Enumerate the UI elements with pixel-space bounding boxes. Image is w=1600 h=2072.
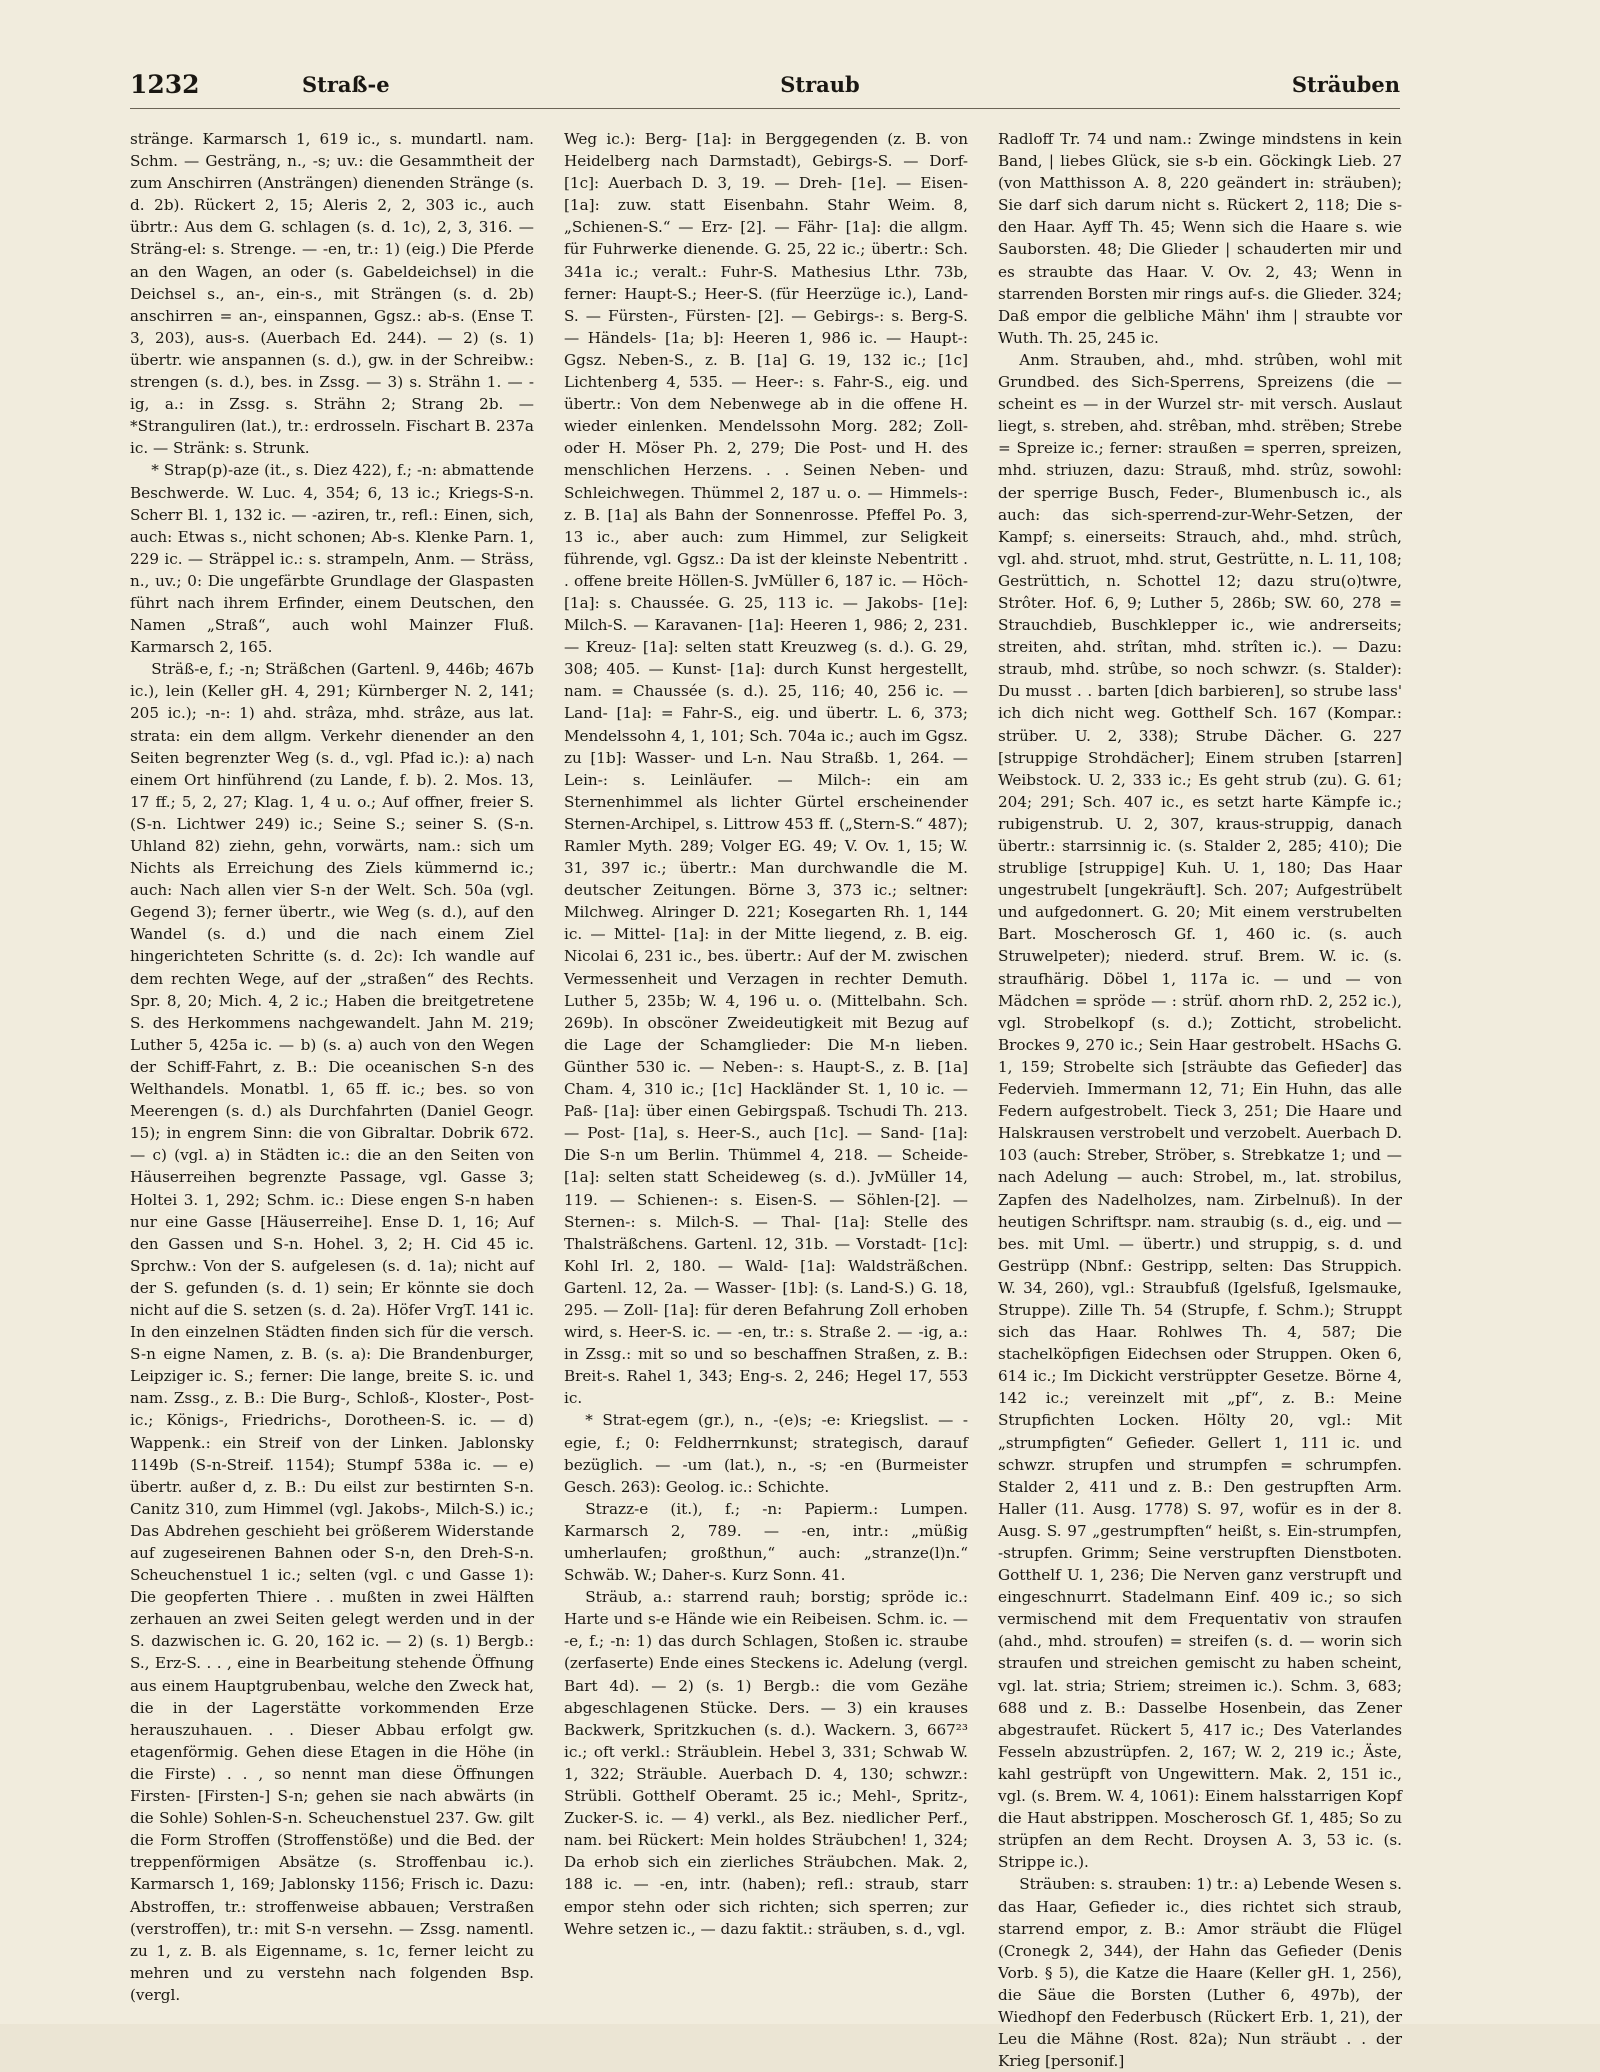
entry-paragraph: * Strat-egem (gr.), n., -(e)s; -e: Kriegslist. — -egie, f.; 0: Feldherrnkunst; strategisch, darauf bezüglich. — -um (lat.), n., -s; -en (Burmeister Gesch. 263): Geolog. ic.: Schichte. <box>564 1411 968 1496</box>
running-head <box>130 70 1400 106</box>
entry-paragraph: Sträub, a.: starrend rauh; borstig; spröde ic.: Harte und s-e Hände wie ein Reibeisen. Schm. ic. — -e, f.; -n: 1) das durch Schlagen, Stoßen ic. straube (zerfaserte) Ende eines Steckens ic. Adelung (vergl. Bart 4d). — 2) (s. 1) Bergb.: die vom Gezähe abgeschlagenen Stücke. Ders. — 3) ein krauses Backwerk, Spritzkuchen (s. d.). Wackern. 3, 667²³ ic.; oft verkl.: Sträublein. Hebel 3, 331; Schwab W. 1, 322; Sträuble. Auerbach D. 4, 130; schwzr.: Strübli. Gotthelf Oberamt. 25 ic.; Mehl-, Spritz-, Zucker-S. ic. — 4) verkl., als Bez. niedlicher Perf., nam. bei Rückert: Mein holdes Sträubchen! 1, 324; Da erhob sich ein zierliches Sträubchen. Mak. 2, 188 ic. — -en, intr. (haben); refl.: straub, starr empor stehn oder sich richten; sich sperren; zur Wehre setzen ic., — dazu faktit.: sträuben, s. d., vgl. <box>564 1588 968 1938</box>
entry-paragraph: Strazz-e (it.), f.; -n: Papierm.: Lumpen. Karmarsch 2, 789. — -en, intr.: „müßig umherlaufen; großthun,“ auch: „stranze(l)n.“ Schwäb. W.; Daher-s. Kurz Sonn. 41. <box>564 1499 968 1585</box>
catchword-center: Straub <box>780 72 860 97</box>
entry-paragraph: Sträuben: s. strauben: 1) tr.: a) Lebende Wesen s. das Haar, Gefieder ic., dies richtet sich straub, starrend empor, z. B.: Amor sträubt die Flügel (Cronegk 2, 344), der Hahn das Gefieder (Denis Vorb. § 5), die Katze die Haare (Keller gH. 1, 256), die Säue die Borsten (Luther 6, 497b), der Wiedhopf den Federbusch (Rückert Erb. 1, 21), der Leu die Mähne (Rost. 82a); Nun sträubt . . der Krieg [personif.] <box>998 1875 1402 2071</box>
entry-paragraph: * Strap(p)-aze (it., s. Diez 422), f.; -n: abmattende Beschwerde. W. Luc. 4, 354; 6, 13 ic.; Kriegs-S-n. Scherr Bl. 1, 132 ic. — -aziren, tr., refl.: Einen, sich, auch: Etwas s., nicht schonen; Ab-s. Klenke Parn. 1, 229 ic. — Sträppel ic.: s. strampeln, Anm. — Sträss, n., uv.; 0: Die ungefärbte Grundlage der Glaspasten führt nach ihrem Erfinder, einem Deutschen, den Namen „Straß“, auch wohl Mainzer Fluß. Karmarsch 2, 165. <box>130 461 534 657</box>
column-middle <box>564 128 968 1978</box>
text-columns <box>130 128 1402 2071</box>
paragraph: stränge. Karmarsch 1, 619 ic., s. mundartl. nam. Schm. — Gesträng, n., -s; uv.: die Gesammtheit der zum Anschirren (Ansträngen) dienenden Stränge (s. d. 2b). Rückert 2, 15; Aleris 2, 2, 303 ic., auch übrtr.: Aus dem G. schlagen (s. d. 1c), 2, 3, 316. — Sträng-el: s. Strenge. — -en, tr.: 1) (eig.) Die Pferde an den Wagen, an oder (s. Gabeldeichsel) in die Deichsel s., an-, ein-s., mit Strängen (s. d. 2b) anschirren = an-, einspannen, Ggsz.: ab-s. (Ense T. 3, 203), aus-s. (Auerbach Ed. 244). — 2) (s. 1) übertr. wie anspannen (s. d.), gw. in der Schreibw.: strengen (s. d.), bes. in Zssg. — 3) s. Strähn 1. — -ig, a.: in Zssg. s. Strähn 2; Strang 2b. — *Stranguliren (lat.), tr.: erdrosseln. Fischart B. 237a ic. — Stränk: s. Strunk. <box>130 130 534 458</box>
column-left <box>130 128 534 2004</box>
entry-paragraph: Sträß-e, f.; -n; Sträßchen (Gartenl. 9, 446b; 467b ic.), lein (Keller gH. 4, 291; Kürnberger N. 2, 141; 205 ic.); -n-: 1) ahd. strâza, mhd. strâze, aus lat. strata: ein dem allgm. Verkehr dienender an den Seiten begrenzter Weg (s. d., vgl. Pfad ic.): a) nach einem Ort hinführend (zu Lande, f. b). 2. Mos. 13, 17 ff.; 5, 2, 27; Klag. 1, 4 u. o.; Auf offner, freier S. (S-n. Lichtwer 249) ic.; Seine S.; seiner S. (S-n. Uhland 82) ziehn, gehn, vorwärts, nam.: sich um Nichts als Erreichung des Ziels kümmernd ic.; auch: Nach allen vier S-n der Welt. Sch. 50a (vgl. Gegend 3); ferner übertr., wie Weg (s. d.), auf den Wandel (s. d.) und die nach einem Ziel hingerichteten Schritte (s. d. 2c): Ich wandle auf dem rechten Wege, auf der „straßen“ des Rechts. Spr. 8, 20; Mich. 4, 2 ic.; Haben die breitgetretene S. des Herkommens nachgewandelt. Jahn M. 219; Luther 5, 425a ic. — b) (s. a) auch von den Wegen der Schiff-Fahrt, z. B.: Die oceanischen S-n des Welthandels. Monatbl. 1, 65 ff. ic.; bes. so von Meerengen (s. d.) als Durchfahrten (Daniel Geogr. 15); in engrem Sinn: die von Gibraltar. Dobrik 672. — c) (vgl. a) in Städten ic.: die an den Seiten von Häuserreihen begrenzte Passage, vgl. Gasse 3; Holtei 3. 1, 292; Schm. ic.: Diese engen S-n haben nur eine Gasse [Häuserreihe]. Ense D. 1, 16; Auf den Gassen und S-n. Hohel. 3, 2; H. Cid 45 ic. Sprchw.: Von der S. aufgelesen (s. d. 1a); nicht auf der S. gefunden (s. d. 1) sein; Er könnte sie doch nicht auf die S. setzen (s. d. 2a). Höfer VrgT. 141 ic. In den einzelnen Städten finden sich für die versch. S-n eigne Namen, z. B. (s. a): Die Brandenburger, Leipziger ic. S.; ferner: Die lange, breite S. ic. und nam. Zssg., z. B.: Die Burg-, Schloß-, Kloster-, Post- ic.; Königs-, Friedrichs-, Dorotheen-S. ic. — d) Wappenk.: ein Streif von der Linken. Jablonsky 1149b (S-n-Streif. 1154); Stumpf 538a ic. — e) übertr. außer d, z. B.: Du eilst zur bestirnten S-n. Canitz 310, zum Himmel (vgl. Jakobs-, Milch-S.) ic.; Das Abdrehen geschieht bei größerem Widerstande auf zugeseirenen Bahnen oder S-n, den Dreh-S-n. Scheuchenstuel 1 ic.; selten (vgl. c und Gasse 1): Die geopferten Thiere . . mußten in zwei Hälften zerhauen an zwei Seiten gelegt werden und in der S. dazwischen ic. G. 20, 162 ic. — 2) (s. 1) Bergb.: S., Erz-S. . . , eine in Bearbeitung stehende Öffnung aus einem Hauptgrubenbau, welche den Zweck hat, die in der Lagerstätte vorkommenden Erze herauszuhauen. . . Dieser Abbau erfolgt gw. etagenförmig. Gehen diese Etagen in die Höhe (in die Firste) . . , so nennt man diese Öffnungen Firsten- [Firsten-] S-n; gehen sie nach abwärts (in die Sohle) Sohlen-S-n. Scheuchenstuel 237. Gw. gilt die Form Stroffen (Stroffenstöße) und die Bed. der treppenförmigen Absätze (s. Stroffenbau ic.). Karmarsch 1, 169; Jablonsky 1156; Frisch ic. Dazu: Abstroffen, tr.: stroffenweise abbauen; Verstraßen (verstroffen), tr.: mit S-n versehn. — Zssg. namentl. zu 1, z. B. als Eigenname, s. 1c, ferner leicht zu mehren und zu verstehn nach folgenden Bsp. (vergl. <box>130 660 534 2004</box>
paragraph: Weg ic.): Berg- [1a]: in Berggegenden (z. B. von Heidelberg nach Darmstadt), Gebirgs-S. — Dorf- [1c]: Auerbach D. 3, 19. — Dreh- [1e]. — Eisen- [1a]: zuw. statt Eisenbahn. Stahr Weim. 8, „Schienen-S.“ — Erz- [2]. — Fähr- [1a]: die allgm. für Fuhrwerke dienende. G. 25, 22 ic.; übertr.: Sch. 341a ic.; veralt.: Fuhr-S. Mathesius Lthr. 73b, ferner: Haupt-S.; Heer-S. (für Heerzüge ic.), Land-S. — Fürsten-, Fürsten- [2]. — Gebirgs-: s. Berg-S. — Händels- [1a; b]: Heeren 1, 986 ic. — Haupt-: Ggsz. Neben-S., z. B. [1a] G. 19, 132 ic.; [1c] Lichtenberg 4, 535. — Heer-: s. Fahr-S., eig. und übertr.: Von dem Nebenwege ab in die offene H. wieder einlenken. Mendelssohn Morg. 282; Zoll- oder H. Möser Ph. 2, 279; Die Post- und H. des menschlichen Herzens. . . Seinen Neben- und Schleichwegen. Thümmel 2, 187 u. o. — Himmels-: z. B. [1a] als Bahn der Sonnenrosse. Pfeffel Po. 3, 13 ic., aber auch: zum Himmel, zur Seligkeit führende, vgl. Ggsz.: Da ist der kleinste Nebentritt . . offene breite Höllen-S. JvMüller 6, 187 ic. — Höch- [1a]: s. Chaussée. G. 25, 113 ic. — Jakobs- [1e]: Milch-S. — Karavanen- [1a]: Heeren 1, 986; 2, 231. — Kreuz- [1a]: selten statt Kreuzweg (s. d.). G. 29, 308; 405. — Kunst- [1a]: durch Kunst hergestellt, nam. = Chaussée (s. d.). 25, 116; 40, 256 ic. — Land- [1a]: = Fahr-S., eig. und übertr. L. 6, 373; Mendelssohn 4, 1, 101; Sch. 704a ic.; auch im Ggsz. zu [1b]: Wasser- und L-n. Nau Straßb. 1, 264. — Lein-: s. Leinläufer. — Milch-: ein am Sternenhimmel als lichter Gürtel erscheinender Sternen-Archipel, s. Littrow 453 ff. („Stern-S.“ 487); Ramler Myth. 289; Volger EG. 49; V. Ov. 1, 15; W. 31, 397 ic.; übertr.: Man durchwandle die M. deutscher Zeitungen. Börne 3, 373 ic.; seltner: Milchweg. Alringer D. 221; Kosegarten Rh. 1, 144 ic. — Mittel- [1a]: in der Mitte liegend, z. B. eig. Nicolai 6, 231 ic., bes. übertr.: Auf der M. zwischen Vermessenheit und Verzagen in rechter Demuth. Luther 5, 235b; W. 4, 196 u. o. (Mittelbahn. Sch. 269b). In obscöner Zweideutigkeit mit Bezug auf die Lage der Schamglieder: Die M-n lieben. Günther 530 ic. — Neben-: s. Haupt-S., z. B. [1a] Cham. 4, 310 ic.; [1c] Hackländer St. 1, 10 ic. — Paß- [1a]: über einen Gebirgspaß. Tschudi Th. 213. — Post- [1a], s. Heer-S., auch [1c]. — Sand- [1a]: Die S-n um Berlin. Thümmel 4, 218. — Scheide- [1a]: selten statt Scheideweg (s. d.). JvMüller 14, 119. — Schienen-: s. Eisen-S. — Söhlen-[2]. — Sternen-: s. Milch-S. — Thal- [1a]: Stelle des Thalsträßchens. Gartenl. 12, 31b. — Vorstadt- [1c]: Kohl Irl. 2, 180. — Wald- [1a]: Waldsträßchen. Gartenl. 12, 2a. — Wasser- [1b]: (s. Land-S.) G. 18, 295. — Zoll- [1a]: für deren Befahrung Zoll erhoben wird, s. Heer-S. ic. — -en, tr.: s. Straße 2. — -ig, a.: in Zssg.: mit so und so beschaffnen Straßen, z. B.: Breit-s. Rahel 1, 343; Eng-s. 2, 246; Hegel 17, 553 ic. <box>564 130 968 1408</box>
column-right <box>998 128 1402 2071</box>
entry-paragraph: Anm. Strauben, ahd., mhd. strûben, wohl mit Grundbed. des Sich-Sperrens, Spreizens (die — scheint es — in der Wurzel str- mit versch. Auslaut liegt, s. streben, ahd. strêban, mhd. strëben; Strebe = Spreize ic.; ferner: straußen = sperren, spreizen, mhd. striuzen, dazu: Strauß, mhd. strûz, sowohl: der sperrige Busch, Feder-, Blumenbusch ic., als auch: das sich-sperrend-zur-Wehr-Setzen, der Kampf; s. einerseits: Strauch, ahd., mhd. strûch, vgl. ahd. struot, mhd. strut, Gestrütte, n. L. 11, 108; Gestrüttich, n. Schottel 12; dazu stru(o)twre, Strôter. Hof. 6, 9; Luther 5, 286b; SW. 60, 278 = Strauchdieb, Buschklepper ic., wie andrerseits; streiten, ahd. strîtan, mhd. strîten ic.). — Dazu: straub, mhd. strûbe, so noch schwzr. (s. Stalder): Du musst . . barten [dich barbieren], so strube lass' ich dich nicht weg. Gotthelf Sch. 167 (Kompar.: strüber. U. 2, 338); Strube Dächer. G. 227 [struppige Strohdächer]; Einem struben [starren] Weibstock. U. 2, 333 ic.; Es geht strub (zu). G. 61; 204; 291; Sch. 407 ic., es setzt harte Kämpfe ic.; rubigenstrub. U. 2, 307, kraus-struppig, danach übertr.: starrsinnig ic. (s. Stalder 2, 285; 410); Die strublige [struppige] Kuh. U. 1, 180; Das Haar ungestrubelt [ungekräuft]. Sch. 207; Aufgestrübelt und aufgedonnert. G. 20; Mit einem verstrubelten Bart. Moscherosch Gf. 1, 460 ic. (s. auch Struwelpeter); niederd. struf. Brem. W. ic. (s. straufhärig. Döbel 1, 117a ic. — und — von Mädchen = spröde — : strüf. ɑhorn rhD. 2, 252 ic.), vgl. Strobelkopf (s. d.); Zotticht, strobelicht. Brockes 9, 270 ic.; Sein Haar gestrobelt. HSachs G. 1, 159; Strobelte sich [sträubte das Gefieder] das Federvieh. Immermann 12, 71; Ein Huhn, das alle Federn aufgestrobelt. Tieck 3, 251; Die Haare und Halskrausen verstrobelt und verzobelt. Auerbach D. 103 (auch: Streber, Ströber, s. Strebkatze 1; und — nach Adelung — auch: Strobel, m., lat. strobilus, Zapfen des Nadelholzes, nam. Zirbelnuß). In der heutigen Schriftspr. nam. straubig (s. d., eig. und — bes. mit Uml. — übertr.) und struppig, s. d. und Gestrüpp (Nbnf.: Gestripp, selten: Das Struppich. W. 34, 260), vgl.: Straubfuß (Igelsfuß, Igelsmauke, Struppe). Zille Th. 54 (Strupfe, f. Schm.); Struppt sich das Haar. Rohlwes Th. 4, 587; Die stachelköpfigen Eidechsen oder Struppen. Oken 6, 614 ic.; Im Dickicht verstrüppter Gesetze. Börne 4, 142 ic.; vereinzelt mit „pf“, z. B.: Meine Strupfichten Locken. Hölty 20, vgl.: Mit „strumpfigten“ Gefieder. Gellert 1, 111 ic. und schwzr. strupfen und strumpfen = schrumpfen. Stalder 2, 411 und z. B.: Den gestrupften Arm. Haller (11. Ausg. 1778) S. 97, wofür es in der 8. Ausg. S. 97 „gestrumpften“ heißt, s. Ein-strumpfen, -strupfen. Grimm; Seine verstrupften Dienstboten. Gotthelf U. 1, 236; Die Nerven ganz verstrupft und eingeschnurrt. Stadelmann Einf. 409 ic.; so sich vermischend mit dem Frequentativ von straufen (ahd., mhd. stroufen) = streifen (s. d. — worin sich straufen und streichen gemischt zu haben scheint, vgl. lat. stria; Striem; streimen ic.). Schm. 3, 683; 688 und z. B.: Dasselbe Hosenbein, das Zener abgestraufet. Rückert 5, 417 ic.; Des Vaterlandes Fesseln abzustrüpfen. 2, 167; W. 2, 219 ic.; Äste, kahl gestrüpft von Ungewittern. Mak. 2, 151 ic., vgl. (s. Brem. W. 4, 1061): Einem halsstarrigen Kopf die Haut abstrippen. Moscherosch Gf. 1, 485; So zu strüpfen an dem Recht. Droysen A. 3, 53 ic. (s. Strippe ic.). <box>998 350 1402 1872</box>
paragraph: Radloff Tr. 74 und nam.: Zwinge mindstens in kein Band, | liebes Glück, sie s-b ein. Göckingk Lieb. 27 (von Matthisson A. 8, 220 geändert in: sträuben); Sie darf sich darum nicht s. Rückert 2, 118; Die s-den Haar. Ayff Th. 45; Wenn sich die Haare s. wie Sauborsten. 48; Die Glieder | schauderten mir und es straubte das Haar. V. Ov. 2, 43; Wenn in starrenden Borsten mir rings auf-s. die Glieder. 324; Daß empor die gelbliche Mähn' ihm | straubte vor Wuth. Th. 25, 245 ic. <box>998 130 1402 347</box>
header-rule <box>130 108 1400 109</box>
page-number: 1232 <box>130 70 200 99</box>
catchword-left: Straß-e <box>302 72 390 97</box>
catchword-right: Sträuben <box>1291 72 1400 97</box>
